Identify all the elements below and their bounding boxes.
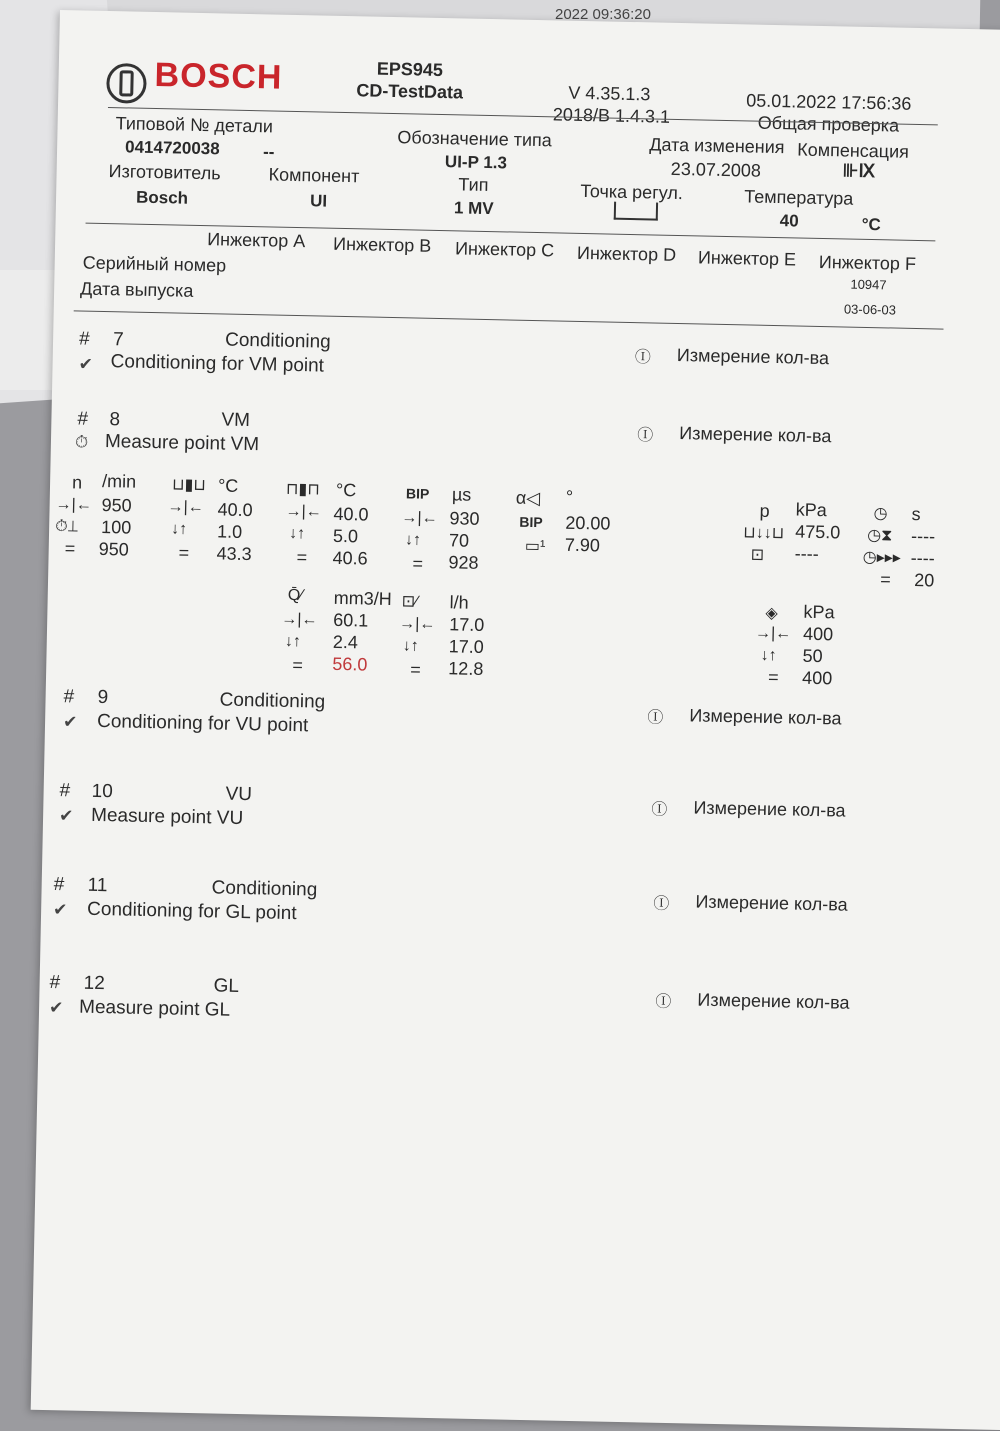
step-description: Measure point VU: [90, 804, 244, 830]
dataset-name: CD-TestData: [356, 80, 464, 103]
quantity-unit: mm3/H: [333, 587, 392, 610]
bosch-logo-icon: [106, 63, 147, 104]
step-description: Conditioning for VU point: [96, 710, 309, 737]
temperature-1-tolerance: 1.0: [216, 521, 243, 542]
pressure-2-tolerance: 50: [802, 645, 823, 667]
speed-unit: /min: [101, 470, 137, 492]
step-code: VM: [221, 409, 251, 432]
step-hash: #: [77, 408, 89, 430]
angle-bip-label: BIP: [519, 513, 543, 531]
version: V 4.35.1.3: [568, 82, 651, 105]
checkmark-icon: ✔: [78, 354, 94, 374]
pressure-2-actual: 400: [801, 667, 833, 689]
quantity-measure-icon: Ⓘ: [634, 349, 652, 367]
equals-sign: =: [767, 666, 779, 688]
release-date-f: 03-06-03: [843, 301, 897, 318]
pressure-second: ----: [794, 543, 819, 565]
tolerance-icon: ↓↑: [170, 520, 188, 538]
background-timestamp: 2022 09:36:20: [555, 6, 651, 23]
temperature-2-icon: ⊓▮⊓: [285, 480, 320, 499]
compensation-icon: ⊪Ⅸ: [842, 160, 876, 182]
clock-icon: ◷: [873, 505, 888, 523]
serial-number-f: 10947: [850, 276, 887, 293]
flow-tolerance: 17.0: [448, 636, 485, 658]
serial-number-label: Серийный номер: [82, 252, 227, 276]
setpoint-icon: →|←: [167, 498, 204, 517]
equals-sign: =: [296, 547, 308, 568]
speed-setpoint: 950: [101, 494, 132, 516]
temperature-2-tolerance: 5.0: [332, 525, 359, 547]
equals-sign: =: [178, 542, 190, 563]
regulation-point-label: Точка регул.: [580, 180, 684, 204]
time-first: ----: [910, 525, 936, 547]
component: UI: [309, 191, 328, 211]
temperature-1-unit: °C: [217, 475, 239, 496]
build: 2018/B 1.4.3.1: [552, 104, 671, 127]
type: 1 MV: [453, 198, 494, 219]
checkmark-icon: ✔: [58, 806, 74, 826]
tolerance-icon: ↓↑: [402, 637, 419, 655]
quantity-measure-icon: Ⓘ: [651, 801, 668, 819]
injector-b-header: Инжектор B: [332, 233, 432, 256]
checkmark-icon: ✔: [62, 712, 78, 732]
flow-actual: 12.8: [448, 658, 484, 680]
maker-label: Изготовитель: [108, 161, 221, 184]
temperature-1-setpoint: 40.0: [217, 499, 253, 521]
change-date: 23.07.2008: [670, 158, 762, 181]
step-hash: #: [49, 971, 61, 994]
quantity-tolerance: 2.4: [332, 631, 359, 653]
step-hash: #: [53, 874, 65, 896]
fast-forward-icon: ◷▸▸▸: [862, 548, 901, 567]
change-date-label: Дата изменения: [649, 134, 785, 158]
bip-unit: µs: [451, 484, 472, 505]
injector-a-header: Инжектор A: [207, 229, 306, 252]
flow-icon: ⊡⁄: [401, 593, 418, 611]
injector-e-header: Инжектор E: [697, 247, 797, 270]
pressure-sub-icon: ⊡: [750, 546, 765, 564]
step-number: 10: [91, 780, 113, 803]
quantity-setpoint: 60.1: [333, 609, 369, 631]
setpoint-icon: →|←: [285, 502, 322, 521]
checkmark-icon: ✔: [52, 900, 68, 920]
step-measure-label: Измерение кол-ва: [679, 423, 832, 447]
report-datetime: 05.01.2022 17:56:36: [746, 90, 912, 114]
setpoint-icon: →|←: [754, 624, 792, 643]
quantity-actual-out-of-tolerance: 56.0: [332, 653, 368, 675]
step-number: 12: [83, 972, 105, 995]
step-measure-label: Измерение кол-ва: [676, 344, 830, 369]
quantity-measure-icon: Ⓘ: [647, 709, 664, 727]
tolerance-icon: ↓↑: [404, 531, 422, 549]
type-designation-label: Обозначение типа: [397, 127, 552, 151]
time-unit: s: [911, 503, 921, 525]
time-second: ----: [910, 547, 935, 569]
hourglass-icon: ◷⧗: [866, 527, 893, 545]
type-designation: UI-P 1.3: [444, 152, 508, 173]
step-code: GL: [213, 975, 240, 997]
test-kind: Общая проверка: [757, 112, 900, 136]
angle-unit: °: [565, 486, 574, 507]
step-description: Measure point VM: [104, 431, 260, 456]
part-no: 0414720038: [124, 137, 220, 159]
release-date-label: Дата выпуска: [79, 278, 194, 301]
step-measure-label: Измерение кол-ва: [697, 989, 850, 1013]
temperature-unit: °C: [861, 214, 881, 235]
setpoint-icon: →|←: [399, 615, 436, 633]
tolerance-icon: ↓↑: [288, 524, 306, 543]
temperature-label: Температура: [744, 186, 854, 209]
speed-label: n: [71, 472, 83, 493]
flow-setpoint: 17.0: [449, 614, 485, 636]
angle-sub-icon: ▭¹: [524, 537, 546, 556]
pressure-2-setpoint: 400: [802, 623, 834, 645]
temperature-2-setpoint: 40.0: [333, 503, 369, 525]
tolerance-icon: ↓↑: [760, 646, 777, 665]
bip-tolerance: 70: [448, 530, 470, 551]
injector-divider: [74, 310, 944, 329]
pressure-label: p: [759, 500, 770, 521]
equals-sign: =: [64, 538, 76, 559]
type-label: Тип: [458, 174, 489, 196]
quantity-measure-icon: Ⓘ: [637, 427, 654, 445]
speed-tolerance: 100: [100, 516, 132, 538]
step-hash: #: [78, 328, 90, 350]
checkmark-icon: ✔: [48, 997, 64, 1018]
part-no-suffix: --: [262, 142, 275, 162]
quantity-measure-icon: Ⓘ: [653, 895, 670, 913]
time-actual: 20: [914, 570, 935, 591]
setpoint-icon: →|←: [401, 509, 438, 528]
pressure-unit: kPa: [795, 499, 827, 521]
measure-clock-icon: ⏱: [74, 432, 89, 452]
maker: Bosch: [135, 187, 189, 208]
tolerance-icon: ↓↑: [284, 632, 302, 651]
step-code: Conditioning: [219, 689, 326, 713]
device-name: EPS945: [376, 58, 444, 81]
quantity-measure-icon: Ⓘ: [655, 993, 672, 1012]
temperature-1-icon: ⊔▮⊔: [171, 476, 207, 495]
pressure-setpoint: 475.0: [795, 521, 841, 543]
bip-setpoint: 930: [449, 508, 480, 529]
temperature-2-actual: 40.6: [332, 547, 368, 569]
equals-sign: =: [410, 659, 421, 680]
pressure-2-unit: kPa: [803, 601, 835, 623]
step-description: Conditioning for VM point: [110, 351, 325, 377]
angle-second-value: 7.90: [564, 534, 601, 556]
step-hash: #: [59, 780, 71, 802]
step-number: 9: [97, 686, 109, 709]
temperature: 40: [779, 211, 799, 231]
equals-sign: =: [292, 655, 304, 676]
step-number: 8: [109, 409, 121, 431]
temperature-1-actual: 43.3: [216, 543, 252, 565]
step-measure-label: Измерение кол-ва: [693, 797, 846, 821]
brand-name: BOSCH: [154, 56, 283, 97]
temperature-2-unit: °C: [335, 479, 357, 501]
step-code: Conditioning: [224, 329, 331, 353]
step-description: Measure point GL: [78, 996, 231, 1021]
speed-actual: 950: [98, 538, 129, 560]
step-number: 7: [112, 329, 124, 351]
injector-c-header: Инжектор C: [454, 238, 555, 261]
pressure-setpoint-icon: ⊔↓↓⊔: [743, 524, 785, 543]
step-hash: #: [63, 686, 75, 708]
step-measure-label: Измерение кол-ва: [689, 705, 842, 729]
setpoint-icon: →|←: [281, 610, 318, 629]
equals-sign: =: [412, 553, 424, 574]
compensation-label: Компенсация: [797, 139, 910, 162]
step-number: 11: [87, 874, 108, 897]
step-description: Conditioning for GL point: [86, 898, 297, 925]
bip-actual: 928: [448, 552, 479, 573]
step-measure-label: Измерение кол-ва: [695, 891, 848, 915]
pressure-valve-icon: ◈: [765, 604, 779, 623]
flow-unit: l/h: [449, 592, 469, 613]
equals-sign: =: [880, 569, 891, 590]
angle-label: α◁: [515, 487, 541, 509]
step-code: Conditioning: [211, 877, 318, 901]
step-code: VU: [225, 783, 253, 806]
component-label: Компонент: [268, 164, 360, 187]
setpoint-icon: →|←: [55, 496, 92, 514]
part-no-label: Типовой № детали: [115, 113, 274, 137]
tolerance-icon: ⏱⊥: [55, 518, 79, 536]
quantity-icon: Q̄⁄: [287, 586, 304, 605]
injector-d-header: Инжектор D: [576, 242, 677, 265]
regulation-point-icon: [614, 202, 658, 221]
test-report-sheet: [31, 10, 1000, 1431]
bip-label: BIP: [405, 485, 430, 502]
angle-bip-value: 20.00: [565, 512, 611, 534]
injector-f-header: Инжектор F: [818, 251, 917, 274]
